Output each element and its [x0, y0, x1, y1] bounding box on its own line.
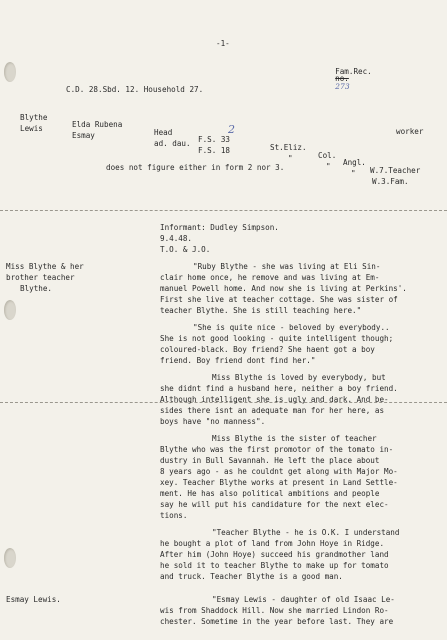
colour: Col.	[318, 150, 337, 160]
fam-rec-label	[326, 60, 372, 90]
text-line: "Esmay Lewis - daughter of old Isaac Le-	[212, 595, 395, 604]
text-line: coloured-black. Boy friend? She haent got a boy	[160, 345, 375, 354]
informant: Informant: Dudley Simpson.	[160, 223, 279, 232]
religion: Angl.	[343, 158, 366, 168]
fam-rec-text: Fam.Rec.	[335, 66, 372, 76]
text-line: tions.	[160, 511, 188, 520]
text-line: friend. Boy friend dont find her."	[160, 356, 316, 365]
punch-hole-bottom	[4, 548, 16, 568]
place: "	[288, 153, 293, 163]
text-line: and truck. Teacher Blythe is a good man.	[160, 572, 343, 581]
worker-note: worker	[396, 127, 424, 136]
punch-hole-middle	[4, 300, 16, 320]
text-line: 8 years ago - as he couldnt get along with Major Mo-	[160, 467, 398, 476]
surname: Lewis	[20, 123, 43, 133]
occupation: W.3.Fam.	[372, 176, 409, 186]
text-line: boys have "no manness".	[160, 417, 266, 426]
fs-age: F.S. 18	[198, 146, 231, 156]
margin-note-line: Blythe.	[20, 284, 53, 293]
text-line: sides there isnt an adequate man for her here, as	[160, 406, 385, 415]
text-line: Miss Blythe is the sister of teacher	[212, 434, 377, 443]
fam-rec-number: 273	[335, 81, 350, 91]
margin-note-esmay: Esmay Lewis.	[6, 595, 61, 604]
text-line: manuel Powell home. And now she is living at Perkins'.	[160, 284, 407, 293]
text-line: he sold it to teacher Blythe to make up for tomato	[160, 561, 389, 570]
cd-line: C.D. 28.Sbd. 12. Household 27.	[66, 85, 204, 94]
initials: T.O. & J.O.	[160, 245, 211, 254]
occupation: W.7.Teacher	[370, 165, 421, 175]
text-line: she didnt find a husband here, neither a boy friend.	[160, 384, 398, 393]
text-line: "She is quite nice - beloved by everybody..	[193, 323, 390, 332]
text-line: clair home once, he remove and was living at Em-	[160, 273, 380, 282]
text-line: First she live at teacher cottage. She was sister of	[160, 295, 398, 304]
text-line: After him (John Hoye) succeed his grandmother land	[160, 550, 389, 559]
text-line: ment. He has also political ambitions and people	[160, 489, 380, 498]
text-line: dustry in Bull Savannah. He left the place about	[160, 456, 380, 465]
relation: ad. dau.	[154, 138, 191, 148]
text-line: say he will put his candidature for the next elec-	[160, 500, 389, 509]
text-line: Although intelligent she is ugly and dark. And be-	[160, 395, 389, 404]
separator-rule	[0, 210, 447, 211]
relation: Head	[154, 127, 173, 137]
page-number: -1-	[216, 39, 230, 48]
margin-note-line: Miss Blythe & her	[6, 262, 84, 271]
text-line: Miss Blythe is loved by everybody, but	[212, 373, 386, 382]
text-line: xey. Teacher Blythe works at present in Land Settle-	[160, 478, 398, 487]
text-line: "Ruby Blythe - she was living at Eli Sin-	[193, 262, 381, 271]
text-line: chester. Sometime in the year before last. They are	[160, 617, 394, 626]
fam-rec-struck: no.	[335, 74, 349, 84]
punch-hole-top	[4, 62, 16, 82]
given-name: Esmay	[72, 131, 95, 141]
text-line: teacher Blythe. She is still teaching here."	[160, 306, 362, 315]
colour: "	[326, 161, 331, 171]
given-name: Elda Rubena	[72, 120, 123, 130]
text-line: he bought a plot of land from John Hoye in Ridge.	[160, 539, 385, 548]
date: 9.4.48.	[160, 234, 193, 243]
religion: "	[351, 169, 356, 179]
place: St.Eliz.	[270, 142, 307, 152]
margin-note-line: brother teacher	[6, 273, 75, 282]
text-line: "Teacher Blythe - he is O.K. I understand	[212, 528, 400, 537]
surname: Blythe	[20, 112, 48, 122]
text-line: Blythe who was the first promotor of the tomato in-	[160, 445, 394, 454]
fs-age: F.S. 33	[198, 135, 231, 145]
form-note: does not figure either in form 2 nor 3.	[106, 163, 285, 172]
text-line: She is not good looking - quite intelligent though;	[160, 334, 394, 343]
handwritten-mark: 2	[228, 123, 235, 136]
text-line: wis from Shaddock Hill. Now she married Lindon Ro-	[160, 606, 389, 615]
